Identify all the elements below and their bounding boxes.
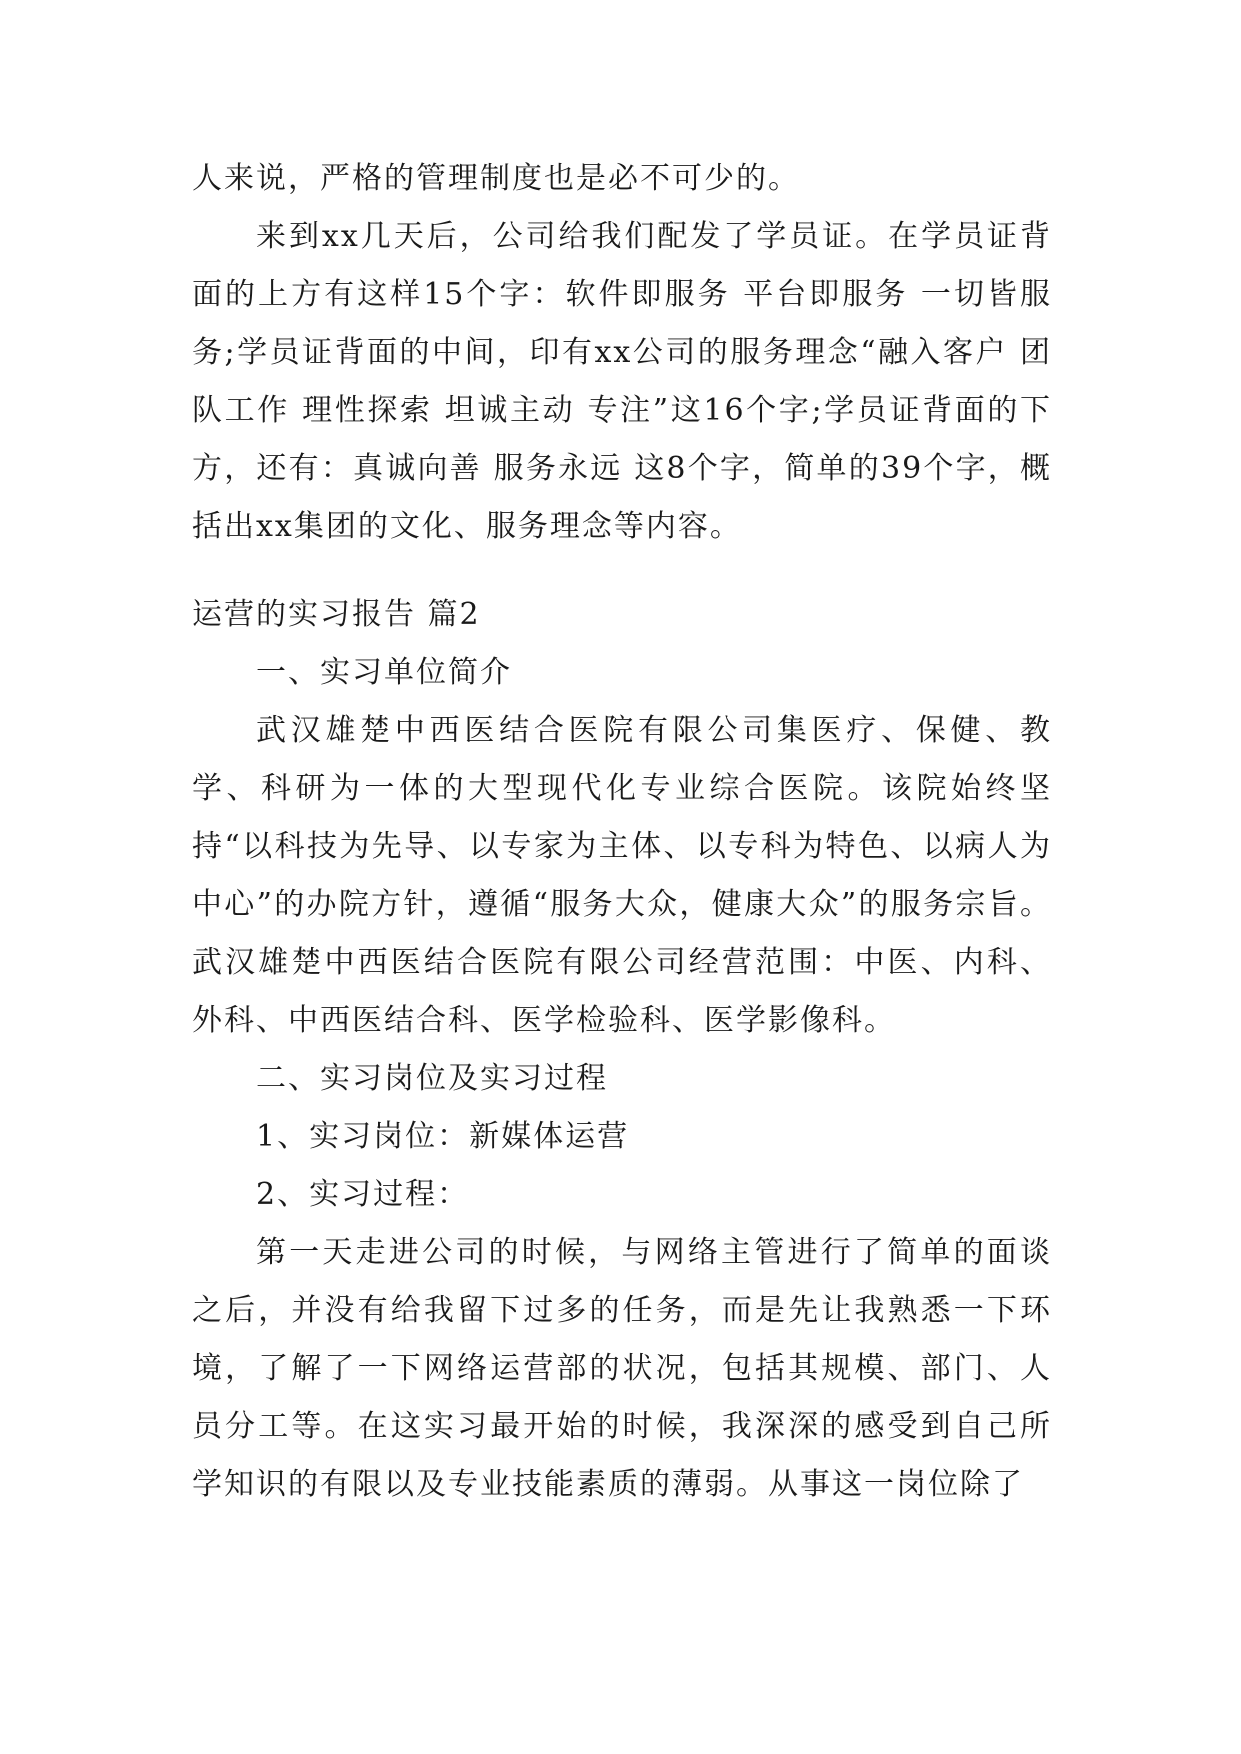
paragraph: 来到xx几天后，公司给我们配发了学员证。在学员证背面的上方有这样15个字：软件即服务 平台即服务 一切皆服务;学员证背面的中间，印有xx公司的服务理念“融入客户 团队工作 理性探索 坦诚主动 专注”这16个字;学员证背面的下方，还有：真诚向善 服务永远 这8个字，简单的39个字，概括出xx集团的文化、服务理念等内容。 xyxy=(192,219,1052,544)
list-item: 1、实习岗位：新媒体运营 xyxy=(256,1119,630,1154)
section-heading: 二、实习岗位及实习过程 xyxy=(256,1061,608,1096)
document-page xyxy=(192,150,1052,1514)
paragraph: 武汉雄楚中西医结合医院有限公司集医疗、保健、教学、科研为一体的大型现代化专业综合医院。该院始终坚持“以科技为先导、以专家为主体、以专科为特色、以病人为中心”的办院方针，遵循“服务大众，健康大众”的服务宗旨。武汉雄楚中西医结合医院有限公司经营范围：中医、内科、外科、中西医结合科、医学检验科、医学影像科。 xyxy=(192,713,1052,1038)
paragraph: 第一天走进公司的时候，与网络主管进行了简单的面谈之后，并没有给我留下过多的任务，而是先让我熟悉一下环境，了解了一下网络运营部的状况，包括其规模、部门、人员分工等。在这实习最开始的时候，我深深的感受到自己所学知识的有限以及专业技能素质的薄弱。从事这一岗位除了 xyxy=(192,1235,1052,1502)
list-item: 2、实习过程： xyxy=(256,1177,470,1212)
paragraph: 人来说，严格的管理制度也是必不可少的。 xyxy=(192,161,800,196)
section-title: 运营的实习报告 篇2 xyxy=(192,597,481,632)
section-heading: 一、实习单位简介 xyxy=(256,655,512,690)
